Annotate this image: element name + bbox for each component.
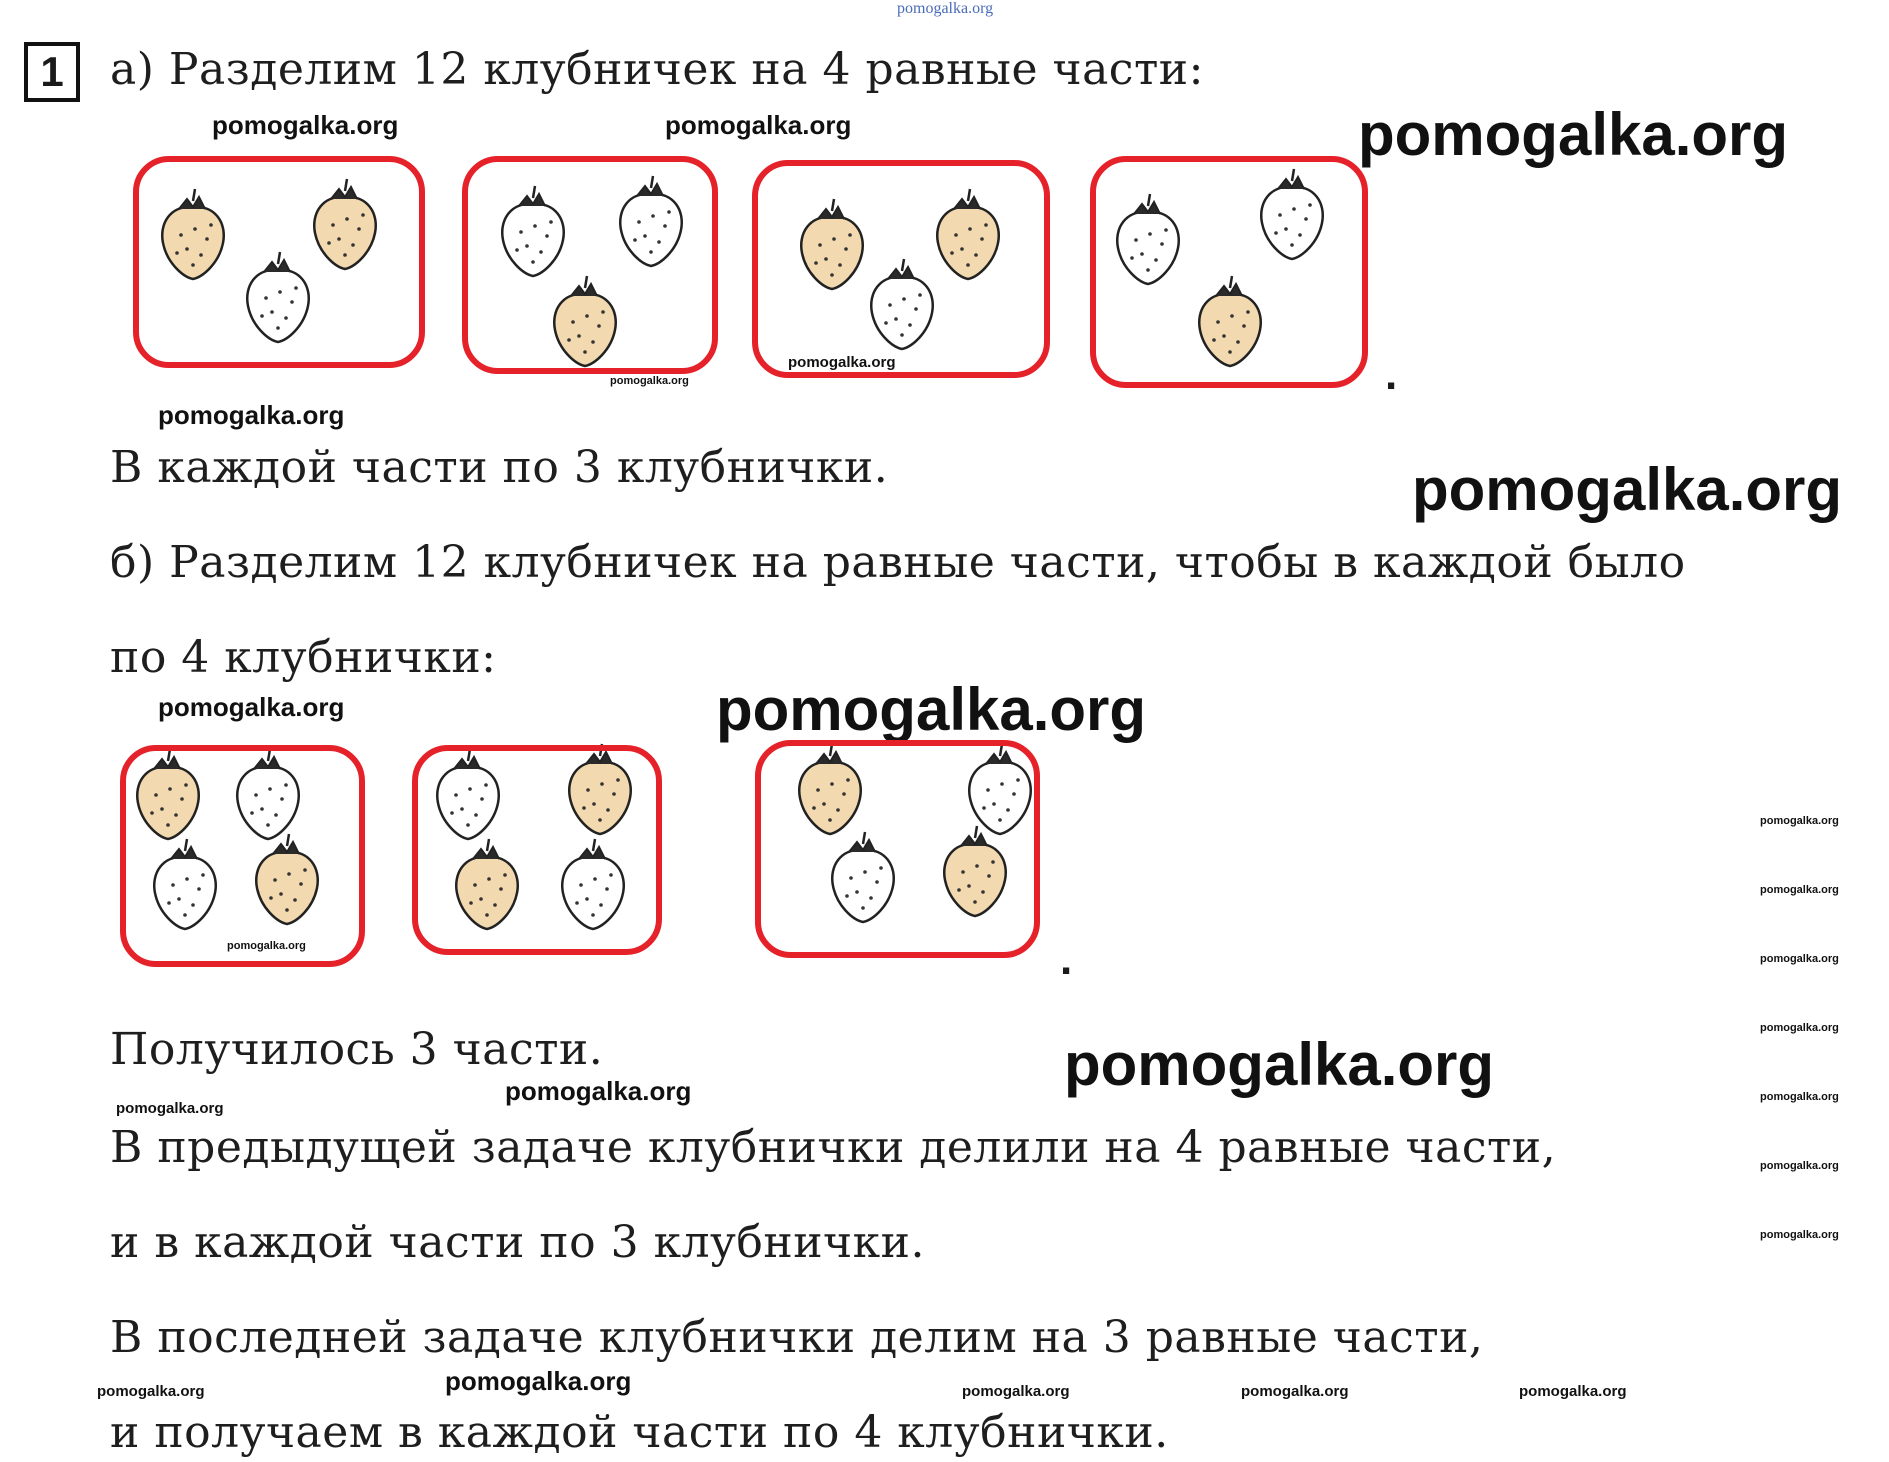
conclusion-line4: и получаем в каждой части по 4 клубнички. [110, 1407, 1169, 1458]
watermark: pomogalka.org [665, 110, 852, 140]
period: . [1385, 350, 1398, 399]
watermark: pomogalka.org [97, 1383, 205, 1400]
watermark: pomogalka.org [505, 1076, 692, 1106]
watermark: pomogalka.org [445, 1366, 632, 1396]
strawberry-tan [1199, 276, 1261, 366]
strawberry-tan [937, 189, 999, 279]
strawberry-tan [801, 199, 863, 289]
conclusion-line2: и в каждой части по 3 клубнички. [110, 1217, 925, 1268]
top-watermark: pomogalka.org [897, 0, 994, 17]
strawberry-group [120, 745, 365, 967]
part-b-heading-line1: б) Разделим 12 клубничек на равные части, чтобы в каждой было [110, 537, 1686, 588]
part-b-result: Получилось 3 части. [110, 1024, 604, 1075]
strawberry-white [871, 259, 933, 349]
strawberry-white [620, 176, 682, 266]
strawberry-tan [314, 179, 376, 269]
conclusion-line3: В последней задаче клубнички делим на 3 равные части, [110, 1312, 1484, 1363]
strawberry-tan [162, 189, 224, 279]
watermark: pomogalka.org [1760, 1022, 1839, 1034]
watermark: pomogalka.org [1760, 1229, 1839, 1241]
watermark: pomogalka.org [962, 1383, 1070, 1400]
watermark: pomogalka.org [1241, 1383, 1349, 1400]
part-a-heading: а) Разделим 12 клубничек на 4 равные части: [110, 44, 1204, 95]
strawberry-tan [554, 276, 616, 366]
watermark: pomogalka.org [1519, 1383, 1627, 1400]
part-b-heading-line2: по 4 клубнички: [110, 632, 497, 683]
conclusion-line1: В предыдущей задаче клубнички делили на 4 равные части, [110, 1122, 1557, 1173]
strawberry-white [1117, 194, 1179, 284]
watermark: pomogalka.org [1760, 1091, 1839, 1103]
watermark: pomogalka.org [788, 354, 896, 371]
watermark: pomogalka.org [227, 940, 306, 952]
watermark: pomogalka.org [1358, 101, 1789, 168]
watermark: pomogalka.org [158, 400, 345, 430]
watermark: pomogalka.org [212, 110, 399, 140]
watermark: pomogalka.org [610, 375, 689, 387]
watermark: pomogalka.org [1760, 1160, 1839, 1172]
task-number: 1 [40, 48, 64, 95]
part-a-result: В каждой части по 3 клубнички. [110, 442, 889, 493]
strawberry-white [1261, 169, 1323, 259]
strawberry-white [502, 186, 564, 276]
watermark: pomogalka.org [1760, 884, 1839, 896]
watermark: pomogalka.org [158, 692, 345, 722]
strawberry-group [412, 745, 662, 955]
watermark: pomogalka.org [1412, 456, 1843, 523]
watermark: pomogalka.org [116, 1100, 224, 1117]
watermark: pomogalka.org [1760, 953, 1839, 965]
watermark: pomogalka.org [1064, 1031, 1495, 1098]
watermark: pomogalka.org [716, 676, 1147, 743]
strawberry-group [755, 740, 1040, 958]
period: . [1060, 935, 1073, 984]
strawberry-white [247, 252, 309, 342]
watermark: pomogalka.org [1760, 815, 1839, 827]
